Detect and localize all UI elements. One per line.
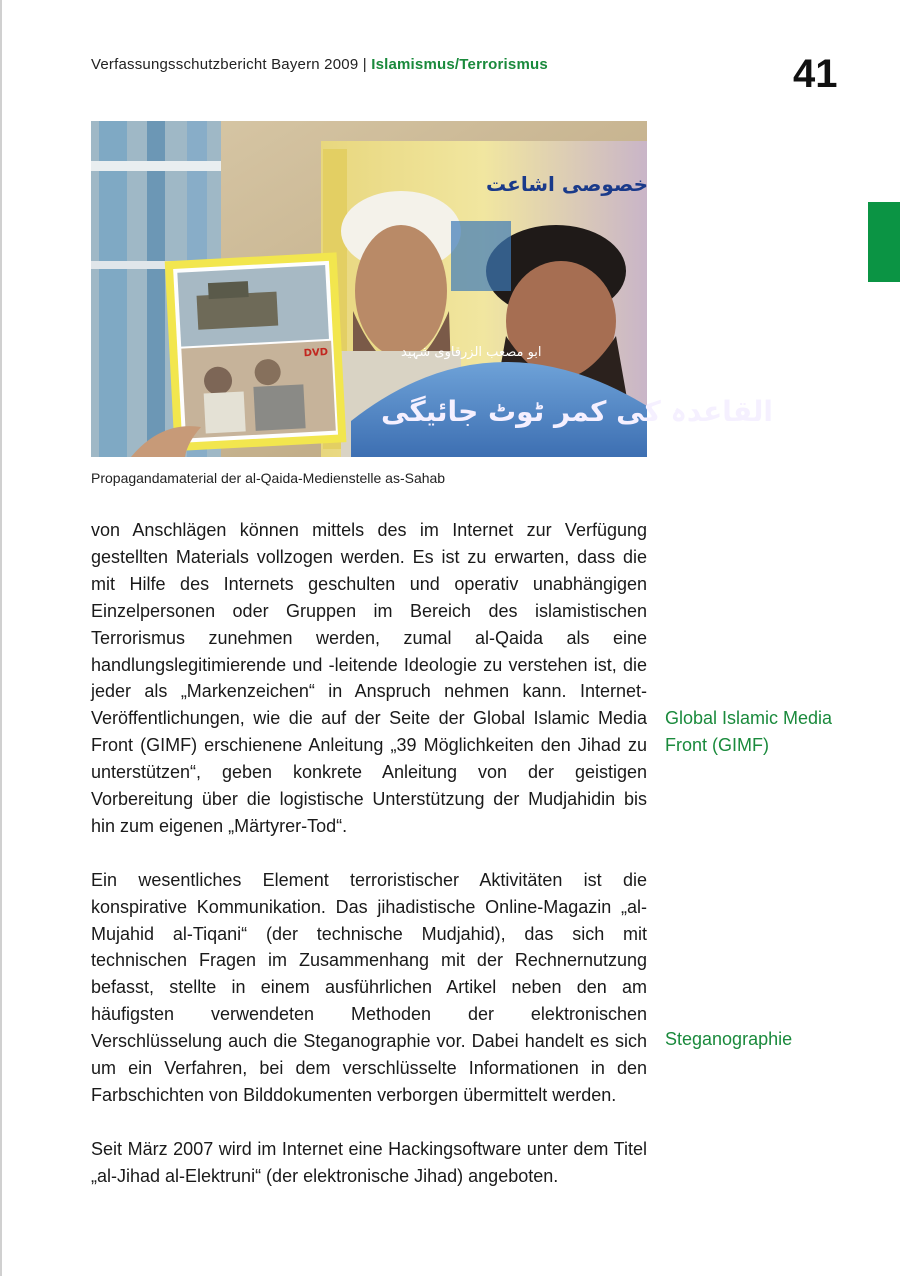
margin-note-steganographie: Steganographie bbox=[665, 1029, 793, 1049]
paragraph: Seit März 2007 wird im Internet eine Hackingsoftware unter dem Titel „al-Jihad al-Elektruni“ (der elektronische Jihad) angeboten. bbox=[91, 1138, 647, 1186]
figure-caption: Propagandamaterial der al-Qaida-Medienstelle as-Sahab bbox=[91, 470, 446, 486]
poster-heading-text: خصوصی اشاعت bbox=[486, 172, 649, 196]
paragraph: Ein wesentliches Element terroristischer Aktivitäten ist die konspirative Kommunikation. Das jihadistische Online-Magazin „al-Mujahid al-Tiqani“ (der technische Mudjahid), das sich mit technischen Fragen im Zusammenhang mit der Rechnernutzung befasst, stellte in einem ausführlichen Artikel neben den am häufigsten verwendeten Methoden der elektronischen Verschlüsselung auch die Steganographie vor. Dabei handelt es sich um ein Verfahren, bei dem verschlüsselte Informationen in den Farbschichten von Bilddokumenten verborgen übermittelt werden. bbox=[91, 869, 647, 1106]
report-title: Verfassungsschutzbericht Bayern 2009 bbox=[91, 56, 359, 73]
margin-note-gimf: Global Islamic Media Front (GIMF) bbox=[665, 708, 833, 755]
dvd-label-text: DVD bbox=[303, 346, 329, 360]
header-separator: | bbox=[358, 56, 372, 73]
poster-title-text: القاعدہ کی کمر ٹوٹ جائیگی bbox=[381, 395, 774, 428]
page-edge-rule bbox=[0, 0, 2, 1276]
poster-subtitle-text: ابو مصعب الزرقاوی شہید bbox=[401, 345, 542, 360]
chapter-tab bbox=[868, 202, 900, 282]
page-number: 41 bbox=[793, 52, 838, 96]
main-text bbox=[91, 517, 647, 1217]
paragraph: von Anschlägen können mittels des im Internet zur Verfügung gestellten Materials vollzogen werden. Es ist zu erwarten, dass die mit Hilfe des Internets geschulten und operativ unabhängigen Einzelpersonen oder Gruppen im Bereich des islamistischen Terrorismus zunehmen werden, zumal al-Qaida als eine handlungslegitimierende und -leitende Ideologie zu verstehen ist, die jeder als „Markenzeichen“ in Anspruch nehmen kann. Internet-Veröffentlichungen, wie die auf der Seite der Global Islamic Media Front (GIMF) erschienene Anleitung „39 Möglichkeiten den Jihad zu unterstützen“, geben konkrete Anleitung von der geistigen Vorbereitung über die logistische Unterstützung der Mudjahidin bis hin zum eigenen „Märtyrer-Tod“. bbox=[91, 520, 647, 836]
running-header bbox=[91, 56, 548, 73]
propaganda-photo bbox=[91, 121, 774, 457]
section-title: Islamismus/Terrorismus bbox=[371, 56, 548, 73]
